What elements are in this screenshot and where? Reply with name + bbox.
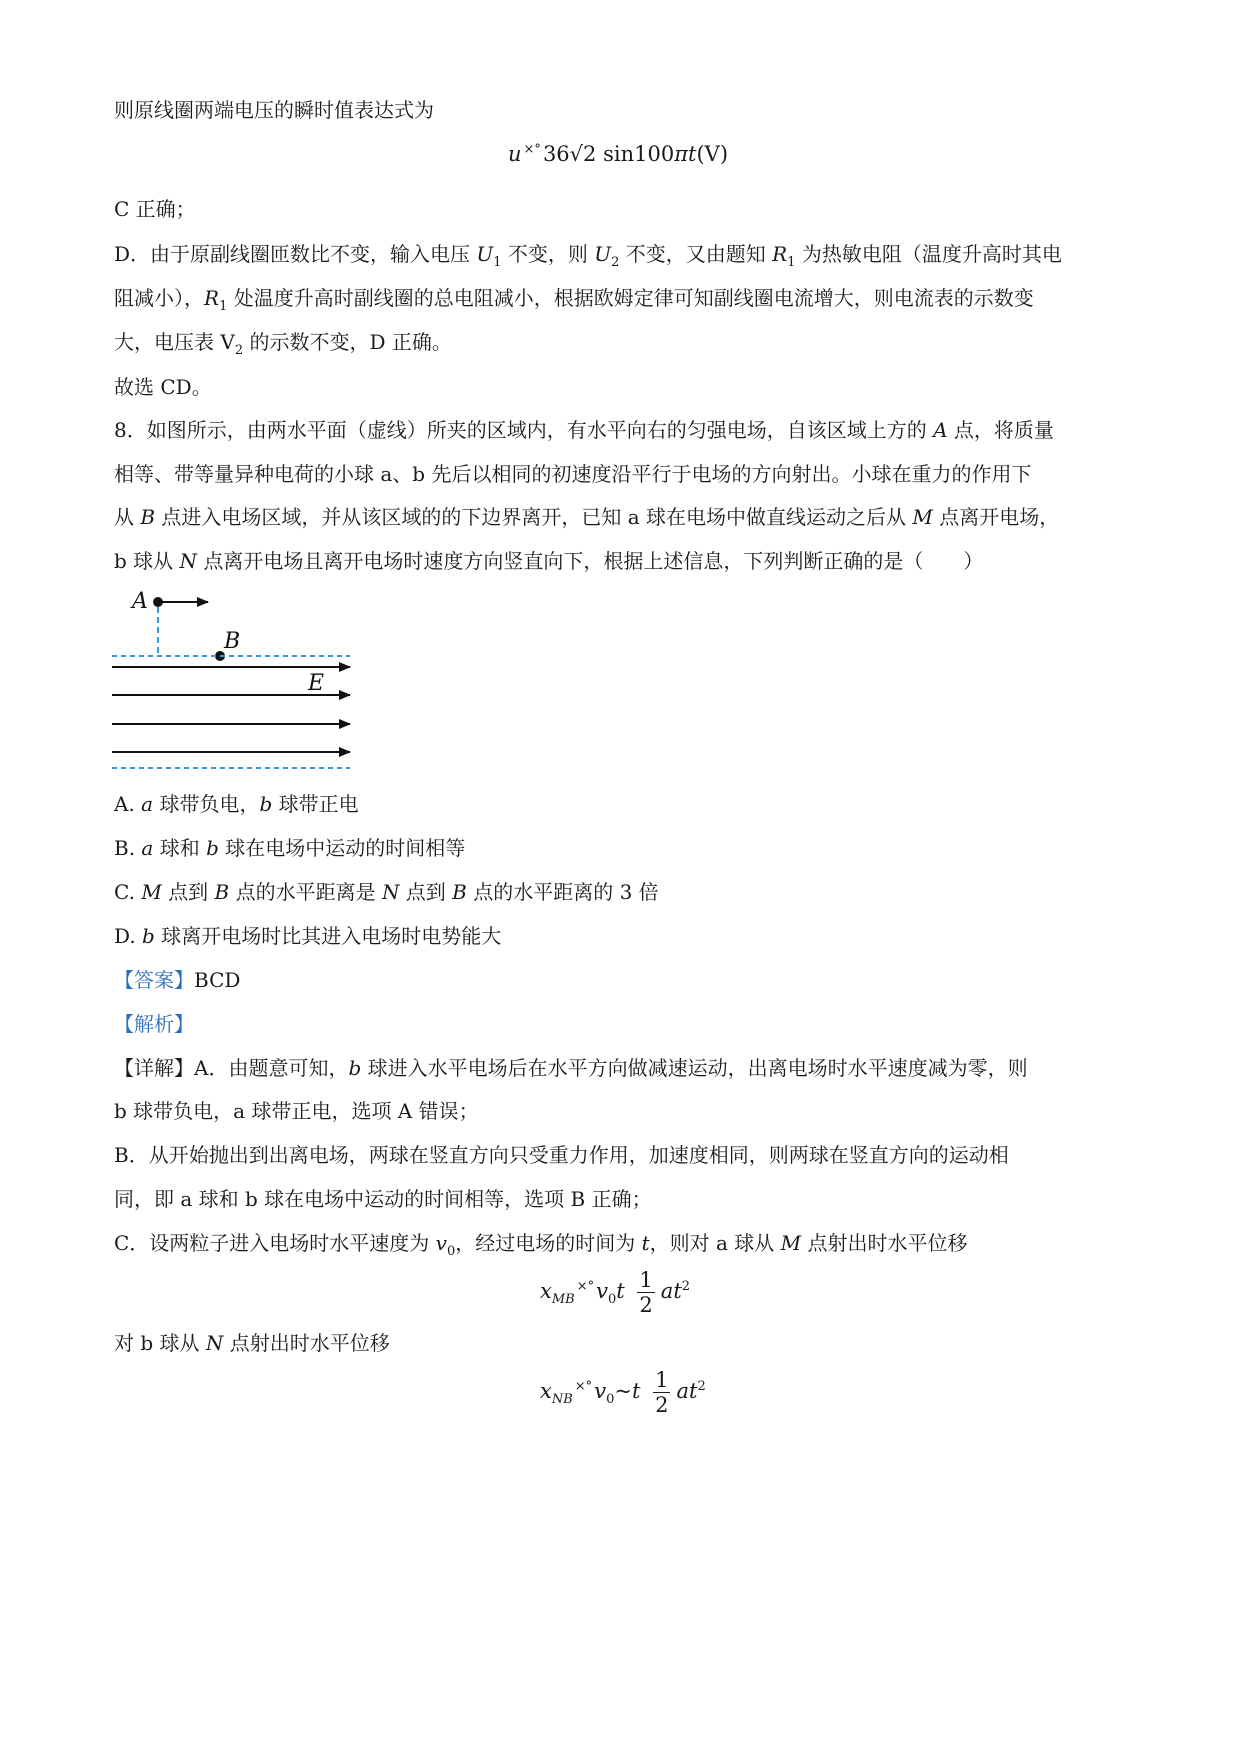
option-C: C. M 点到 B 点的水平距离是 N 点到 B 点的水平距离的 3 倍 <box>114 880 659 904</box>
text-line: 相等、带等量异种电荷的小球 a、b 先后以相同的初速度沿平行于电场的方向射出。小球在重力的作用下 <box>114 462 1032 486</box>
analysis-heading: 【解析】 <box>114 1012 194 1036</box>
answer: 【答案】BCD <box>114 968 241 992</box>
explanation-line: 同，即 a 球和 b 球在电场中运动的时间相等，选项 B 正确； <box>114 1187 652 1211</box>
point-A <box>153 597 163 607</box>
question-8: 8．如图所示，由两水平面（虚线）所夹的区域内，有水平向右的匀强电场，自该区域上方的 A 点，将质量 <box>114 418 1054 442</box>
explanation-line: b 球带负电，a 球带正电，选项 A 错误； <box>114 1099 479 1123</box>
text-line: D．由于原副线圈匝数比不变，输入电压 $U_1$ 不变，则 $U_2$ 不变，又由题知 $R_1$ 为热敏电阻（温度升高时其电 <box>114 242 1062 270</box>
text-line: 阻减小），$R_1$ 处温度升高时副线圈的总电阻减小，根据欧姆定律可知副线圈电流增大，则电流表的示数变 <box>114 286 1034 314</box>
option-B: B. a 球和 b 球在电场中运动的时间相等 <box>114 836 466 860</box>
option-D: D. b 球离开电场时比其进入电场时电势能大 <box>114 924 502 948</box>
explanation-line: B．从开始抛出到出离电场，两球在竖直方向只受重力作用，加速度相同，则两球在竖直方向的运动相 <box>114 1143 1009 1167</box>
text-line: 从 B 点进入电场区域，并从该区域的的下边界离开，已知 a 球在电场中做直线运动之后从 M 点离开电场， <box>114 505 1060 529</box>
explanation-line: C．设两粒子进入电场时水平速度为 $v_0$，经过电场的时间为 t，则对 a 球从 M 点射出时水平位移 <box>114 1231 968 1259</box>
equation-x-mb: $x_{MB}^{\times^\circ}v_0t$ $\frac{1}{2}$ $at^2$ <box>540 1268 691 1317</box>
field-label-E: E <box>308 671 325 696</box>
point-label-A: A <box>132 589 148 614</box>
text-line: 故选 CD。 <box>114 375 212 399</box>
equation-voltage: u ×°36√2 sin100πt(V) <box>508 142 729 166</box>
text-line: b 球从 N 点离开电场且离开电场时速度方向竖直向下，根据上述信息，下列判断正确的是（ ） <box>114 549 984 573</box>
text-line: C 正确； <box>114 197 196 221</box>
point-label-B: B <box>224 629 241 654</box>
explanation-line: 对 b 球从 N 点射出时水平位移 <box>114 1331 390 1355</box>
text-line: 则原线圈两端电压的瞬时值表达式为 <box>114 98 434 122</box>
equation-x-nb: $x_{NB}^{\times^\circ}v_0\sim t$ $\frac{1}{2}$ $at^2$ <box>540 1368 706 1417</box>
electric-field-diagram <box>110 586 410 786</box>
explanation-line: 【详解】A．由题意可知，b 球进入水平电场后在水平方向做减速运动，出离电场时水平速度减为零，则 <box>114 1056 1028 1080</box>
option-A: A. a 球带负电，b 球带正电 <box>114 792 359 816</box>
text-line: 大，电压表 $V_2$ 的示数不变，D 正确。 <box>114 330 452 358</box>
